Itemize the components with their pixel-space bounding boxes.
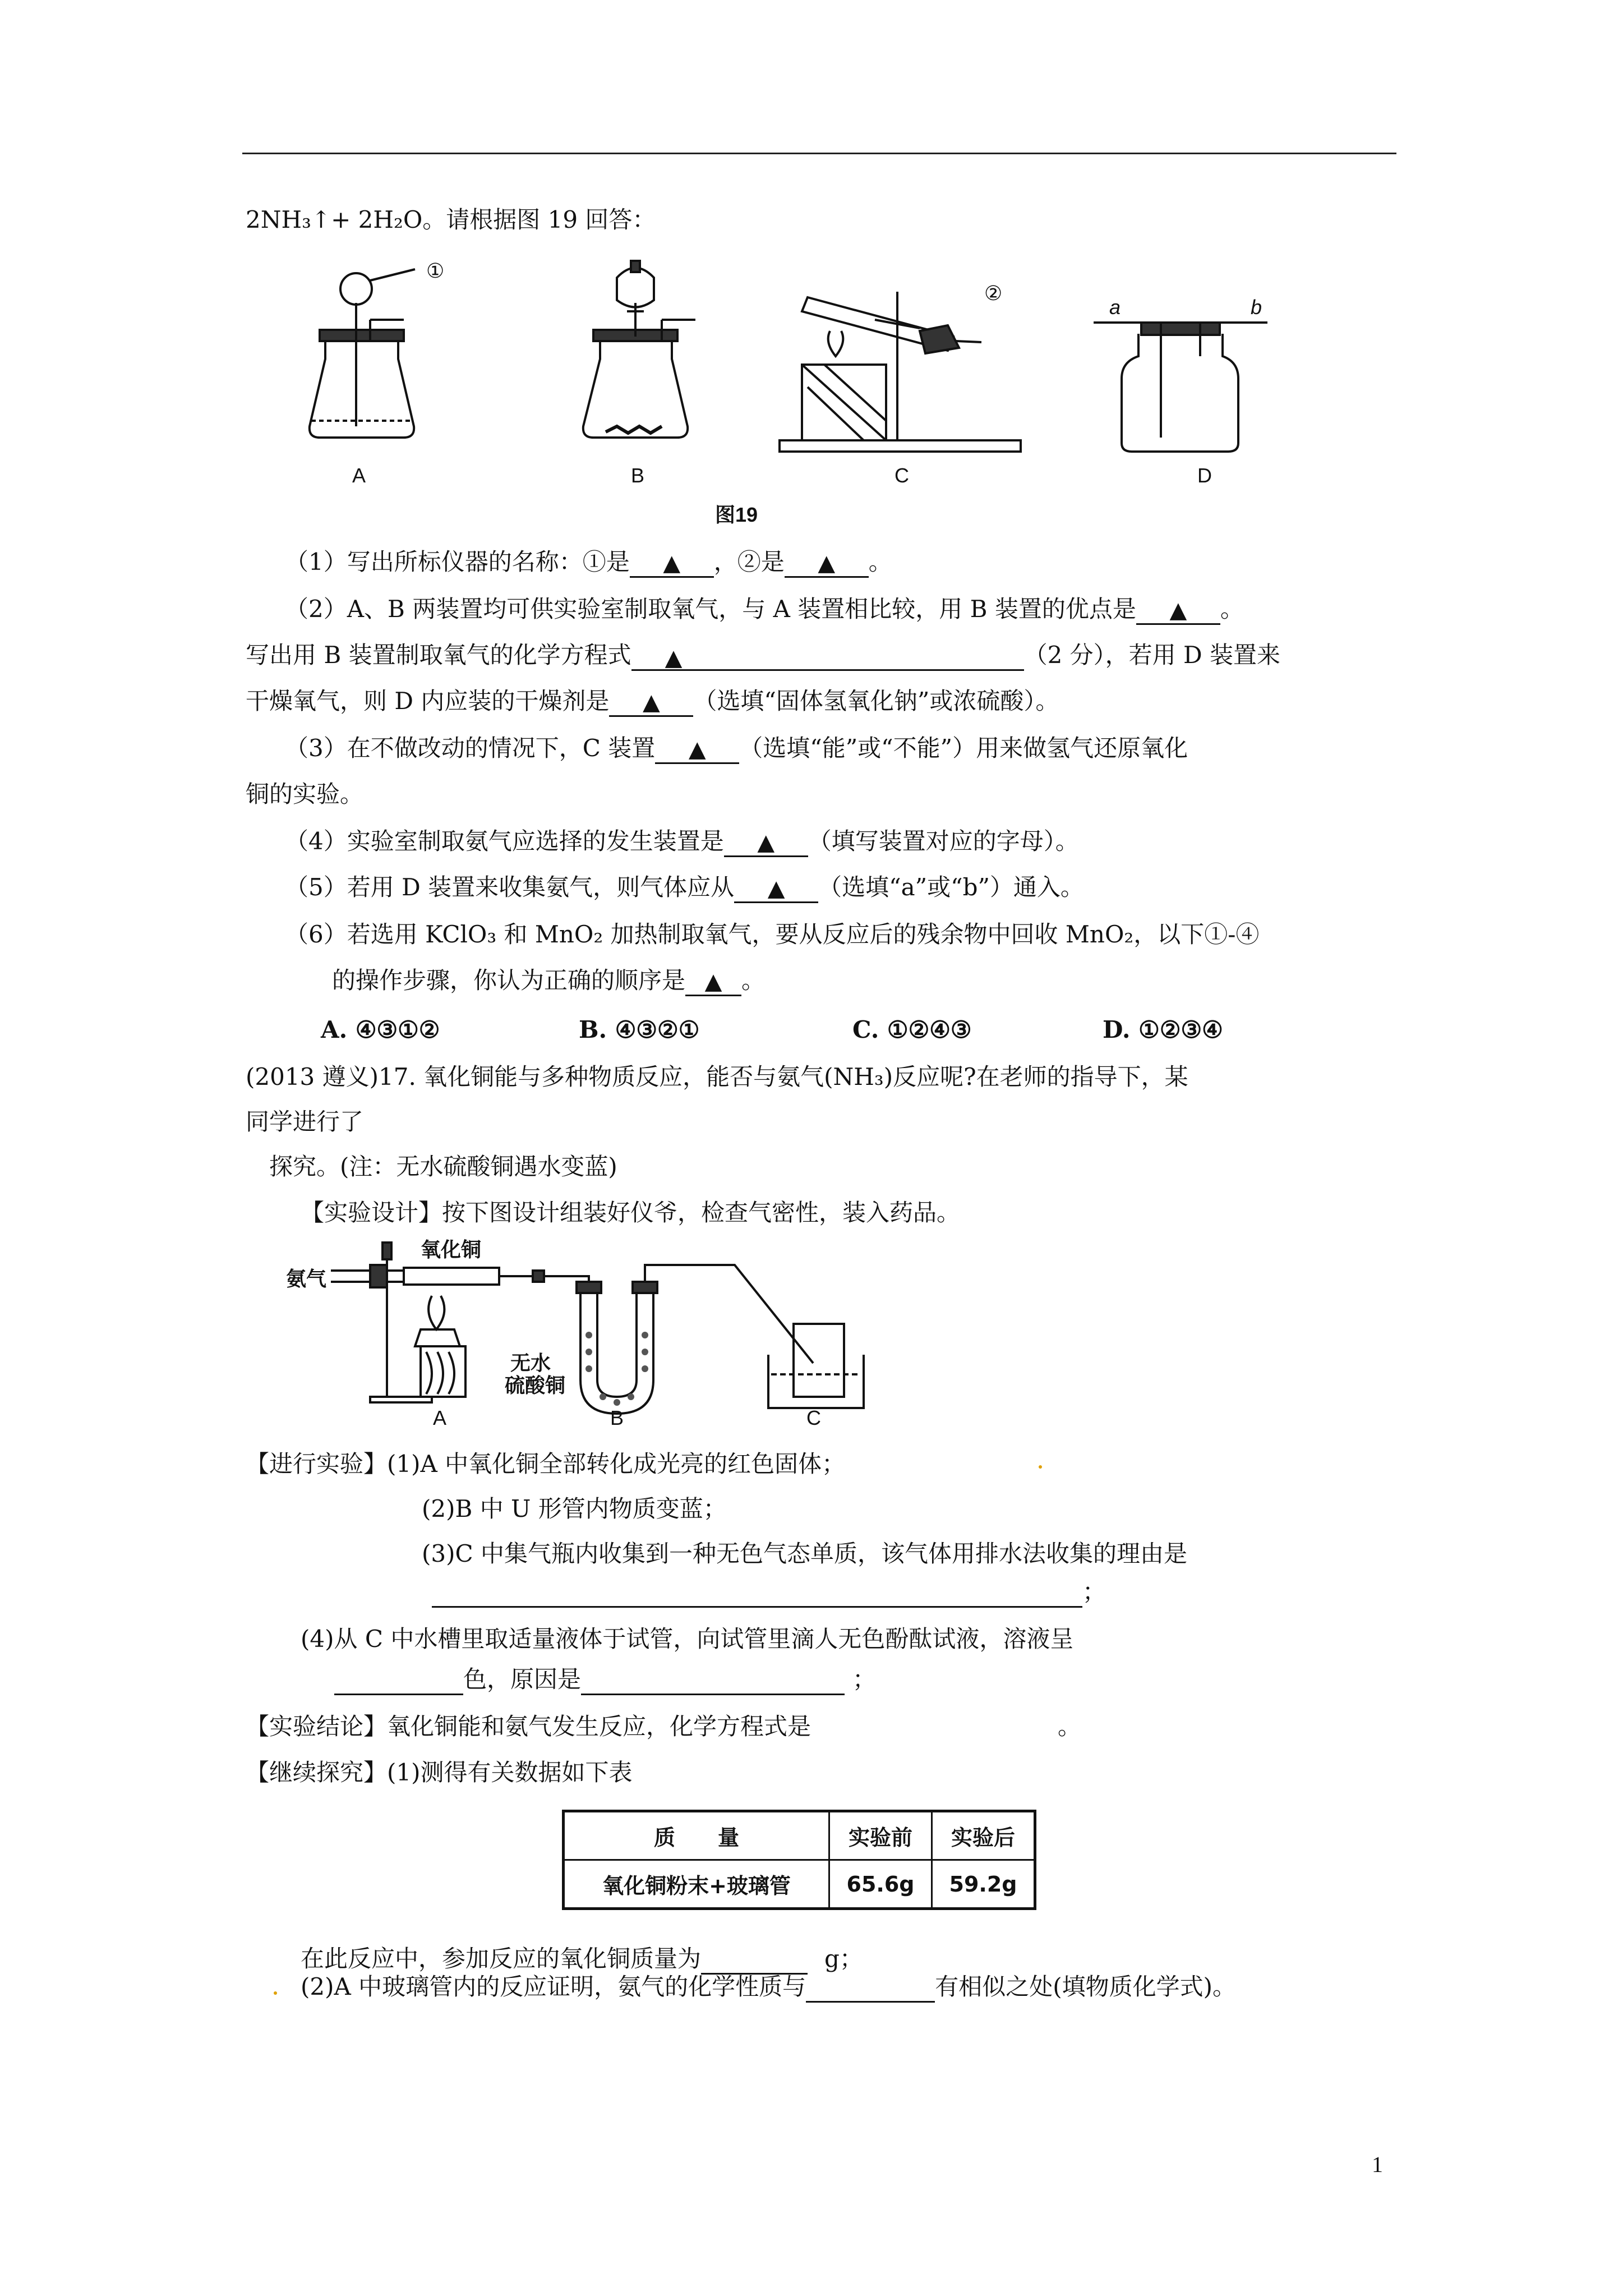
figure-19-drawing: [303, 258, 1284, 539]
fig19-port-b: b: [1251, 296, 1262, 319]
table-cell-item: 氧化铜粉末+玻璃管: [564, 1860, 829, 1909]
figure-ammonia-drawing: [286, 1234, 903, 1430]
fig2-label-c: C: [806, 1406, 821, 1429]
fig2-copper-oxide-label: 氧化铜: [421, 1238, 482, 1261]
table-row: [564, 1860, 1035, 1909]
q6-option-c: C. ①②④③: [852, 1016, 972, 1043]
q2-line3: 干燥氧气，则 D 内应装的干燥剂是 ▲ （选填“固体氢氧化钠”或浓硫酸）。: [246, 685, 1059, 717]
fig19-label-d: D: [1197, 464, 1212, 487]
stray-dot: [1039, 1465, 1042, 1469]
design-line: 【实验设计】按下图设计组装好仪爷，检查气密性，装入药品。: [301, 1199, 961, 1226]
q6-option-a: A. ④③①②: [321, 1016, 440, 1043]
mass-data-table: [562, 1810, 1036, 1910]
exp-step-4a: (4)从 C 中水槽里取适量液体于试管，向试管里滴人无色酚酞试液，溶液呈: [301, 1625, 1074, 1653]
q6-option-d: D. ①②③④: [1103, 1016, 1223, 1043]
fig2-label-a: A: [433, 1406, 447, 1429]
table-header-row: [564, 1811, 1035, 1860]
fig19-label-b: B: [631, 464, 645, 487]
fig19-port-a: a: [1109, 296, 1121, 319]
fig19-mark-1: ①: [426, 259, 445, 282]
q6-line2: 的操作步骤，你认为正确的顺序是 ▲ 。: [332, 965, 765, 996]
q4: （4）实验室制取氨气应选择的发生装置是 ▲ （填写装置对应的字母）。: [285, 826, 1079, 857]
stray-dot: [274, 1991, 277, 1995]
mass-question: 在此反应中，参加反应的氧化铜质量为 g；: [301, 1943, 863, 1975]
exp-step-3-answer: ；: [432, 1576, 1106, 1608]
continue-line: 【继续探究】(1)测得有关数据如下表: [246, 1759, 633, 1786]
exp-step-2: (2)B 中 U 形管内物质变蓝；: [422, 1495, 727, 1522]
q6-line1: （6）若选用 KClO₃ 和 MnO₂ 加热制取氧气，要从反应后的残余物中回收 MnO₂，以下①-④: [285, 921, 1260, 948]
exp-step-4b: 色，原因是 ；: [334, 1664, 876, 1695]
fig2-cuso4-line2: 硫酸铜: [505, 1374, 566, 1397]
figure-ammonia-apparatus: [286, 1234, 903, 1433]
figure-19: [303, 258, 1284, 541]
table-header-mass: 质 量: [564, 1811, 829, 1860]
q5-blank: ▲: [767, 876, 785, 901]
q1-blank2: ▲: [818, 550, 836, 576]
q5: （5）若用 D 装置来收集氨气，则气体应从 ▲ （选填“a”或“b”）通入。: [285, 872, 1084, 903]
fig2-ammonia-label: 氨气: [286, 1267, 327, 1290]
fig19-caption: 图19: [715, 503, 758, 526]
page-number: 1: [1372, 2152, 1383, 2177]
top-line: 2NH₃↑+ 2H₂O。请根据图 19 回答：: [246, 206, 656, 233]
q6-blank: ▲: [704, 969, 722, 995]
exp-step-1: 【进行实验】(1)A 中氧化铜全部转化成光亮的红色固体；: [246, 1450, 846, 1478]
exp-step-3: (3)C 中集气瓶内收集到一种无色气态单质，该气体用排水法收集的理由是: [422, 1540, 1187, 1567]
table-header-after: 实验后: [932, 1811, 1035, 1860]
table-cell-before: 65.6g: [829, 1860, 932, 1909]
q1-blank1: ▲: [663, 550, 681, 576]
fig2-cuso4-line1: 无水: [510, 1351, 551, 1374]
q2-line2: 写出用 B 装置制取氧气的化学方程式 ▲ （2 分），若用 D 装置来: [246, 641, 1281, 671]
q17-line3: 探究。(注：无水硫酸铜遇水变蓝): [269, 1153, 617, 1180]
q2-blank1: ▲: [1169, 597, 1187, 623]
q3-blank: ▲: [688, 737, 706, 762]
q1: （1）写出所标仪器的名称：①是 ▲ ，②是 ▲ 。: [285, 546, 892, 578]
q4-blank: ▲: [757, 830, 775, 855]
q17-line1: (2013 遵义)17. 氧化铜能与多种物质反应，能否与氨气(NH₃)反应呢?在老师的指导下，某: [246, 1063, 1188, 1091]
q2-blank3: ▲: [643, 689, 660, 715]
conclusion-line: 【实验结论】氧化铜能和氨气发生反应，化学方程式是 。: [246, 1713, 1082, 1740]
table-header-before: 实验前: [829, 1811, 932, 1860]
q2-blank2: ▲: [665, 645, 683, 671]
fig19-label-c: C: [895, 464, 909, 487]
q17-line2: 同学进行了: [246, 1108, 364, 1135]
q2-line1: （2）A、B 两装置均可供实验室制取氧气，与 A 装置相比较，用 B 装置的优点是 ▲ 。: [285, 593, 1244, 625]
fig2-label-b: B: [610, 1406, 624, 1429]
q3-line2: 铜的实验。: [246, 780, 364, 808]
fig19-label-a: A: [352, 464, 366, 487]
fig19-mark-2: ②: [984, 282, 1003, 305]
q6-option-b: B. ④③②①: [579, 1016, 700, 1043]
q3-line1: （3）在不做改动的情况下，C 装置 ▲ （选填“能”或“不能”）用来做氢气还原氧化: [285, 733, 1188, 764]
header-rule: [242, 153, 1396, 154]
table-cell-after: 59.2g: [932, 1860, 1035, 1909]
similar-question: (2)A 中玻璃管内的反应证明，氨气的化学性质与 有相似之处(填物质化学式)。: [301, 1971, 1236, 2003]
